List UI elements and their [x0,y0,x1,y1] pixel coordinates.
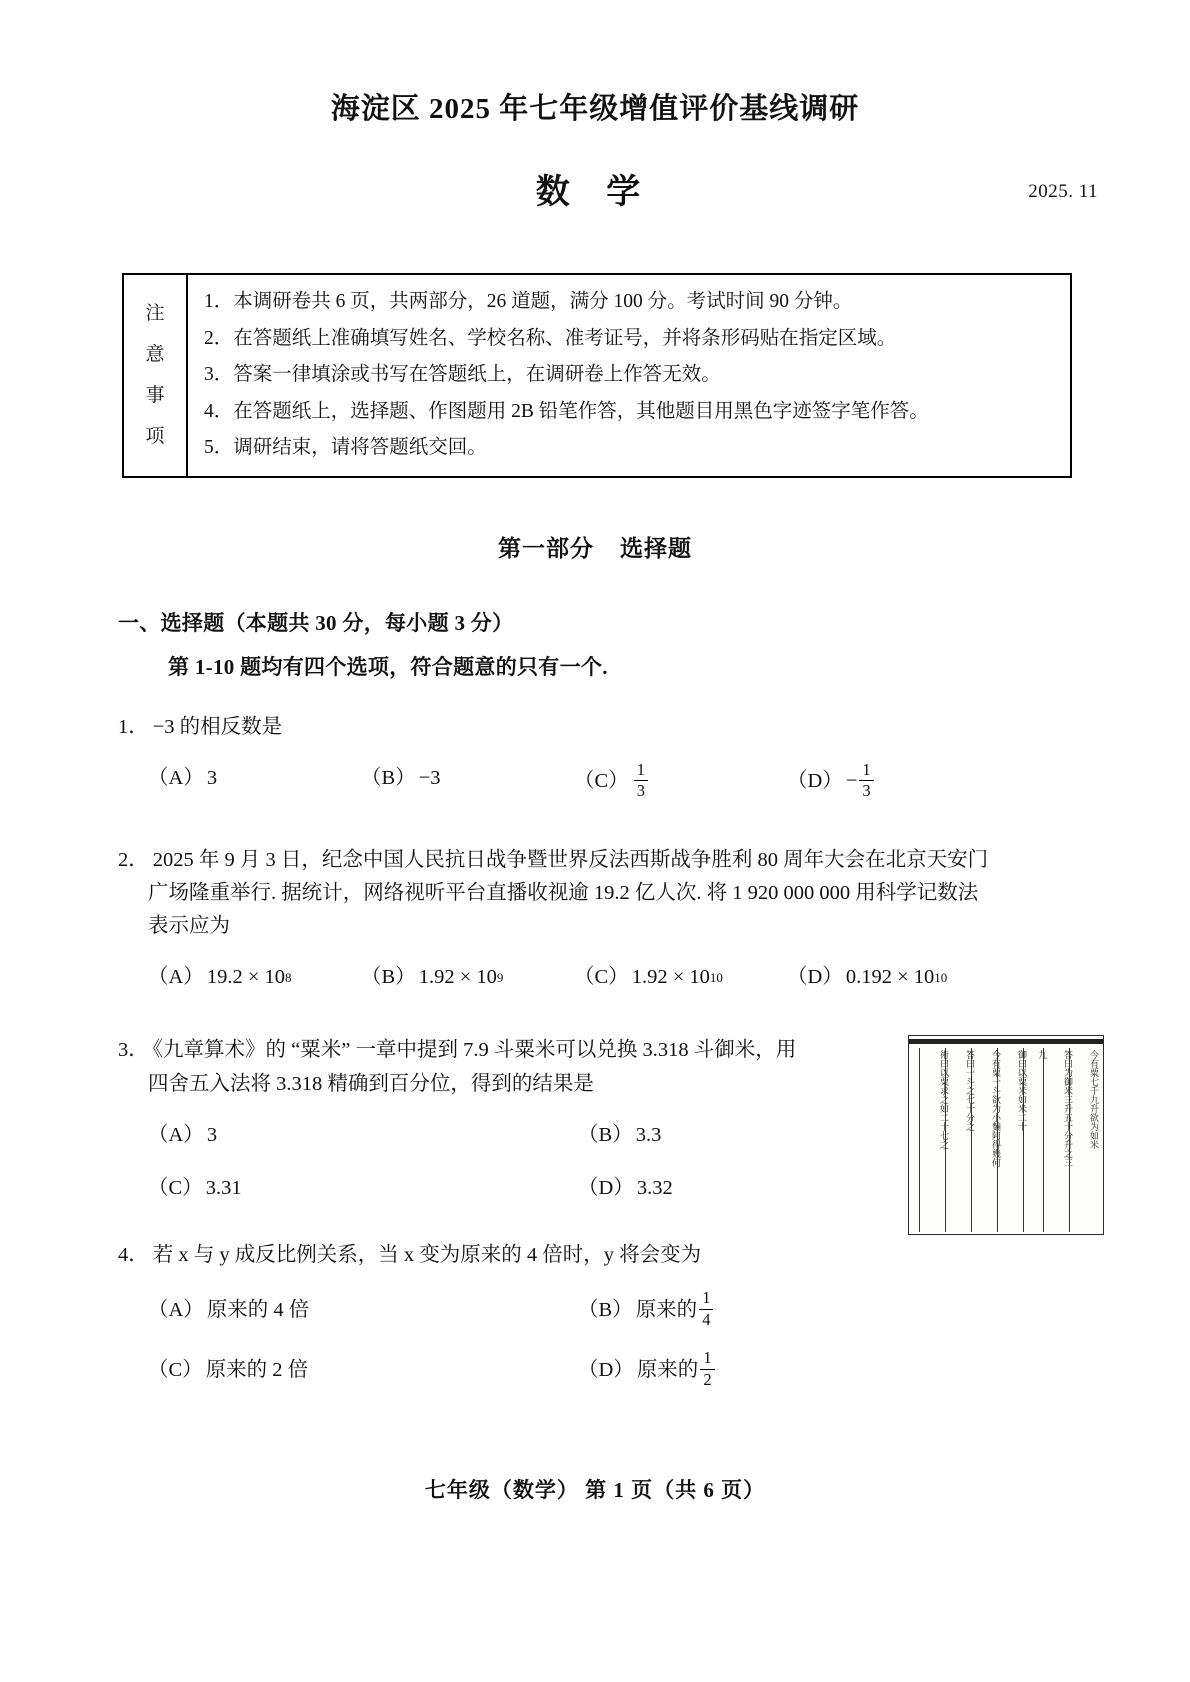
option-a[interactable] [148,762,361,795]
question-1-text: −3 的相反数是 [152,715,283,738]
option-a[interactable]: （A） 19.2 × 10 8 [148,961,361,994]
option-a[interactable] [148,1119,578,1152]
subject-row [0,165,1190,221]
exam-date: 2025. 11 [1028,181,1098,202]
option-b-label: （B） [361,966,416,989]
question-2 [118,844,1190,995]
page-title: 海淀区 2025 年七年级增值评价基线调研 [330,93,860,125]
notice-item: 2．在答题纸上准确填写姓名、学校名称、准考证号，并将条形码贴在指定区域。 [204,327,897,349]
question-1 [118,711,1190,802]
option-c[interactable]: （C） 1.92 × 10 10 [574,961,787,994]
option-b-text: 原来的 [635,1298,698,1321]
part-label: 第一部分 [498,535,594,561]
option-d-label: （D） [578,1358,634,1381]
question-4-options [148,1290,1190,1390]
question-3-figure [908,1035,1104,1235]
fraction-one-half: $\frac{1}{2}$ [700,1349,714,1389]
section-note: 第 1-10 题均有四个选项，符合题意的只有一个. [168,654,608,679]
question-2-line-1: 2025 年 9 月 3 日，纪念中国人民抗日战争暨世界反法西斯战争胜利 80 周年大会在北京天安门 [152,848,989,871]
question-4 [118,1239,1190,1390]
question-4-number: 4． [118,1244,149,1267]
option-c-text: 3.31 [205,1177,242,1200]
option-b-text: −3 [418,766,441,789]
option-d-sign: − [845,770,858,793]
question-1-stem [118,711,1190,744]
option-b[interactable] [361,762,574,795]
notice-label-char-2: 意 [145,344,165,366]
book-column: 御曰以粟米如米二十 [997,1048,1027,1232]
page-footer: 七年级（数学） 第 1 页（共 6 页） [424,1478,766,1502]
question-4-stem [118,1239,1190,1272]
option-c[interactable] [574,759,787,802]
option-d-label: （D） [578,1177,634,1200]
book-column: 今有粟一斗欲为小䵂阿得幾何 [971,1048,1001,1232]
fraction-one-third: $\frac{1}{3}$ [634,761,648,801]
notice-item: 5．调研结束，请将答题纸交回。 [204,437,487,458]
option-a-label: （A） [148,766,204,789]
option-a-text: 原来的 4 倍 [206,1298,310,1321]
section-title: 一、选择题（本题共 30 分，每小题 3 分） [118,610,514,635]
notice-item: 1．本调研卷共 6 页，共两部分，26 道题，满分 100 分。考试时间 90 分钟。 [204,291,853,312]
notice-item: 3．答案一律填涂或书写在答题纸上，在调研卷上作答无效。 [204,364,721,385]
option-b-base: 1.92 × 10 [418,966,497,989]
subject-title: 数 学 [535,174,655,211]
book-column: 九 [1023,1048,1047,1232]
notice-label-char-1: 注 [145,303,165,325]
option-a-label: （A） [148,1298,204,1321]
option-b-label: （B） [578,1123,633,1146]
book-column: 答曰为御米三升五十分升之三 [1043,1048,1073,1232]
question-2-line-3: 表示应为 [148,915,230,938]
option-a[interactable] [148,1290,578,1330]
question-2-options [148,961,1190,994]
book-column: 今有粟七千九升欲为如米 [1069,1048,1099,1232]
notice-label-char-4: 项 [145,426,165,448]
option-c-label: （C） [148,1358,203,1381]
part-heading [0,530,1190,563]
option-d-text: 原来的 [636,1358,699,1381]
notice-items [188,275,1070,476]
option-b-text: 3.3 [635,1123,662,1146]
option-a-text: 3 [206,1123,218,1146]
book-top-rule [909,1039,1103,1044]
option-d[interactable] [787,759,1000,802]
option-c[interactable] [148,1172,578,1205]
fraction-neg-one-third: $\frac{1}{3}$ [859,761,873,801]
option-b[interactable] [578,1290,1008,1330]
option-b-label: （B） [361,766,416,789]
question-2-stem [118,844,1190,877]
option-c-text: 原来的 2 倍 [205,1358,309,1381]
question-3-line-1: 《九章算术》的 “粟米” 一章中提到 7.9 斗粟米可以兑换 3.318 斗御米，用 [152,1039,797,1062]
question-1-number: 1． [118,715,149,738]
book-column: 術曰以粟求之如二十七之 [919,1048,949,1232]
option-b[interactable]: （B） 1.92 × 10 9 [361,961,574,994]
question-2-line-2: 广场隆重举行. 据统计，网络视听平台直播收视逾 19.2 亿人次. 将 1 920 000 000 用科学记数法 [148,881,979,904]
option-a-base: 19.2 × 10 [206,966,285,989]
question-3-number: 3． [118,1039,149,1062]
option-c-label: （C） [574,966,629,989]
notice-item: 4．在答题纸上，选择题、作图题用 2B 铅笔作答，其他题目用黑色字迹签字笔作答。 [204,400,929,422]
option-d[interactable]: （D） 0.192 × 10 10 [787,961,1000,994]
option-a-label: （A） [148,966,204,989]
ancient-book-icon [908,1035,1104,1235]
notice-label-char-3: 事 [145,385,165,407]
option-d[interactable] [578,1350,1008,1390]
notice-label [124,275,188,476]
option-d-base: 0.192 × 10 [845,966,935,989]
fraction-one-fourth: $\frac{1}{4}$ [699,1289,713,1329]
option-a-label: （A） [148,1123,204,1146]
option-c-label: （C） [574,770,629,793]
option-d-label: （D） [787,770,843,793]
option-d-label: （D） [787,966,843,989]
option-b-label: （B） [578,1298,633,1321]
question-3-line-2: 四舍五入法将 3.318 精确到百分位，得到的结果是 [148,1072,594,1095]
option-c-base: 1.92 × 10 [631,966,710,989]
book-column: 答曰一斗之七十分之 [945,1048,975,1232]
part-name: 选择题 [620,535,692,561]
option-d-text: 3.32 [636,1177,673,1200]
question-1-options [148,759,1190,802]
option-a-text: 3 [206,766,218,789]
question-4-text: 若 x 与 y 成反比例关系，当 x 变为原来的 4 倍时，y 将会变为 [152,1244,702,1267]
option-c-label: （C） [148,1177,203,1200]
notice-box [122,273,1072,478]
question-2-number: 2． [118,848,149,871]
option-c[interactable] [148,1350,578,1390]
